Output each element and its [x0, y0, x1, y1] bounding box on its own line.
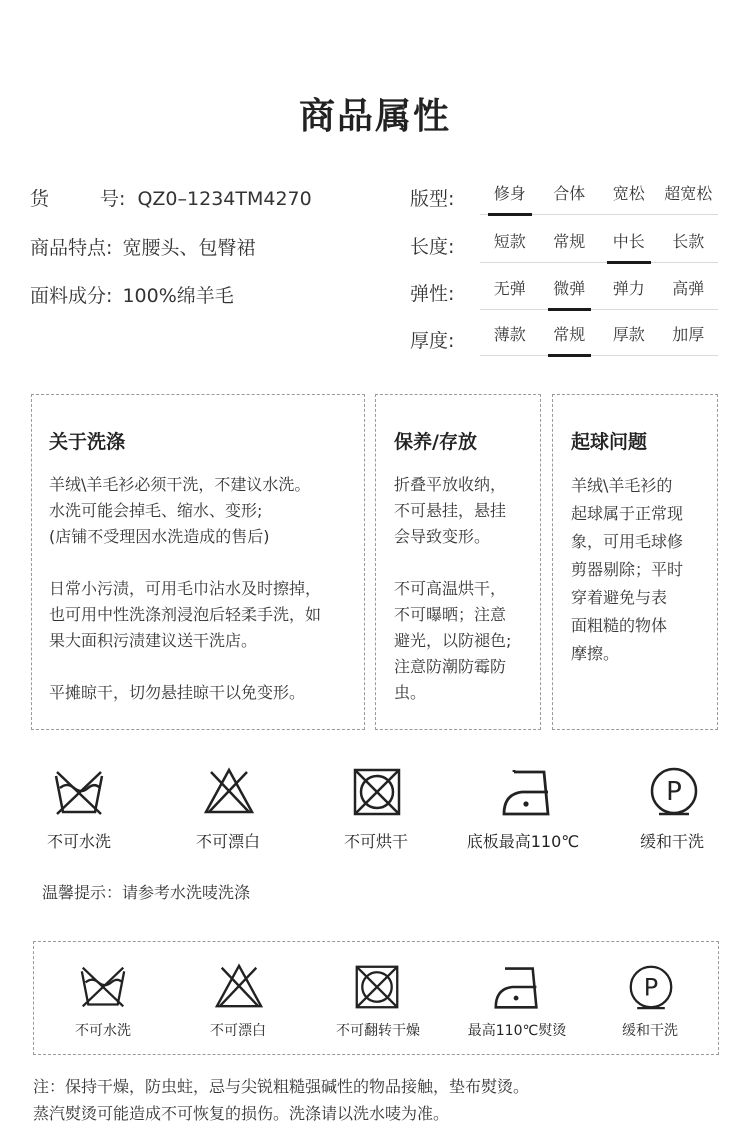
attr-option: 常规	[540, 319, 600, 355]
sku-label-2: 号:	[100, 188, 126, 210]
note-line-1: 注：保持干燥，防虫蛀，忌与尖锐粗糙强碱性的物品接触，垫布熨烫。	[33, 1077, 530, 1096]
text-line: 剪器剔除；平时	[571, 560, 684, 579]
feature-label: 商品特点:	[30, 237, 113, 259]
attr-label-thickness: 厚度:	[410, 330, 455, 352]
text-line: 不可悬挂，悬挂	[394, 501, 507, 520]
attr-options-elasticity	[480, 273, 718, 310]
sku-value: QZ0–1234TM4270	[137, 188, 312, 210]
storage-title: 保养/存放	[394, 431, 477, 453]
attr-options-thickness	[480, 319, 718, 356]
washing-box	[31, 394, 365, 730]
care-label: 不可烘干	[343, 832, 408, 851]
attr-option: 弹力	[612, 279, 645, 298]
text-line: 不可曝晒；注意	[394, 605, 507, 624]
fabric-label: 面料成分:	[30, 285, 113, 307]
text-line: 不可高温烘干，	[394, 579, 507, 598]
text-line: 起球属于正常现	[571, 504, 684, 523]
text-line: 日常小污渍，可用毛巾沾水及时擦掉，	[49, 579, 322, 598]
feature-value: 宽腰头、包臀裙	[122, 237, 256, 259]
no-bleach-icon	[203, 766, 255, 816]
attr-option: 常规	[553, 232, 586, 251]
text-line: 折叠平放收纳，	[394, 475, 507, 494]
text-line: 水洗可能会掉毛、缩水、变形;	[49, 501, 263, 520]
care-label: 缓和干洗	[639, 832, 704, 851]
no-wash-icon	[79, 964, 127, 1010]
attr-options-fit	[480, 178, 718, 215]
text-line: 也可用中性洗涤剂浸泡后轻柔手洗，如	[49, 605, 322, 624]
text-line: 虫。	[394, 683, 427, 702]
care-label: 缓和干洗	[622, 1023, 678, 1039]
care-label: 不可水洗	[46, 832, 111, 851]
attr-option: 高弹	[672, 279, 705, 298]
washing-text	[49, 472, 361, 706]
fabric-value: 100%绵羊毛	[122, 285, 234, 307]
text-line: 羊绒\羊毛衫的	[571, 476, 673, 495]
attr-option: 加厚	[672, 325, 705, 344]
pilling-title: 起球问题	[571, 431, 648, 453]
page-title: 商品属性	[298, 96, 451, 137]
text-line: 注意防潮防霉防	[394, 657, 507, 676]
text-line: 面粗糙的物体	[571, 616, 668, 635]
text-line: 果大面积污渍建议送干洗店。	[49, 631, 258, 650]
dry-clean-p-icon	[628, 964, 674, 1010]
sku-label-1: 货	[30, 188, 50, 210]
attr-options-length	[480, 226, 718, 263]
iron-icon	[500, 766, 554, 818]
care-label: 不可漂白	[210, 1023, 266, 1039]
attr-option: 中长	[599, 226, 659, 262]
fabric-row	[30, 281, 234, 308]
tip-text: 温馨提示：请参考水洗唛洗涤	[42, 883, 251, 902]
iron-icon	[492, 963, 542, 1011]
care-label: 底板最高110℃	[466, 832, 580, 851]
text-line: 摩擦。	[571, 644, 620, 663]
text-line: 穿着避免与表	[571, 588, 668, 607]
attr-option: 长款	[672, 232, 705, 251]
text-line: 会导致变形。	[394, 527, 491, 546]
feature-row	[30, 233, 255, 260]
attr-option: 宽松	[612, 184, 645, 203]
no-tumble-dry-icon	[354, 964, 400, 1010]
care-label: 不可水洗	[75, 1023, 131, 1039]
attr-option: 厚款	[612, 325, 645, 344]
care-label: 不可翻转干燥	[336, 1023, 420, 1039]
attr-option: 合体	[553, 184, 586, 203]
attr-option: 薄款	[493, 325, 526, 344]
sku-row	[30, 184, 312, 211]
attr-option: 微弹	[540, 273, 600, 309]
dry-clean-p-icon	[649, 766, 699, 816]
pilling-text	[571, 472, 711, 668]
pilling-box	[552, 394, 718, 730]
attr-option: 超宽松	[664, 184, 713, 203]
washing-title: 关于洗涤	[49, 431, 126, 453]
attr-label-length: 长度:	[410, 236, 455, 258]
attr-label-elasticity: 弹性:	[410, 283, 455, 305]
text-line: 羊绒\羊毛衫必须干洗，不建议水洗。	[49, 475, 311, 494]
attr-option: 修身	[480, 178, 540, 214]
storage-text	[394, 472, 540, 706]
attr-label-fit: 版型:	[410, 188, 455, 210]
text-line: 象，可用毛球修	[571, 532, 684, 551]
svg-text:P: P	[643, 973, 659, 1002]
attr-option: 无弹	[493, 279, 526, 298]
text-line: 避光，以防褪色;	[394, 631, 512, 650]
no-tumble-dry-icon	[352, 767, 402, 817]
note-line-2: 蒸汽熨烫可能造成不可恢复的损伤。洗涤请以洗水唛为准。	[33, 1104, 450, 1123]
no-bleach-icon	[214, 962, 264, 1010]
storage-box	[375, 394, 541, 730]
text-line: (店铺不受理因水洗造成的售后)	[49, 527, 270, 546]
care-label: 最高110℃熨烫	[467, 1023, 567, 1039]
attr-option: 短款	[493, 232, 526, 251]
svg-text:P: P	[666, 777, 682, 807]
text-line: 平摊晾干，切勿悬挂晾干以免变形。	[49, 683, 306, 702]
no-wash-icon	[53, 768, 105, 818]
care-label: 不可漂白	[195, 832, 260, 851]
